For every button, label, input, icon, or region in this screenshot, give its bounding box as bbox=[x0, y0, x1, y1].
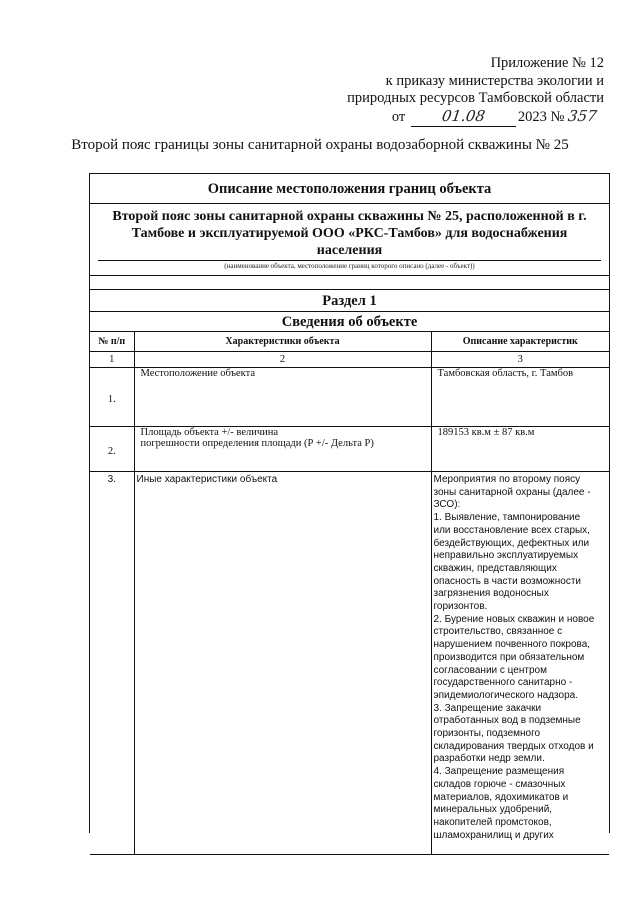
measures-text-line: 1. Выявление, тампонирование bbox=[433, 512, 581, 524]
from-label: от bbox=[391, 108, 406, 125]
object-name-hint: (наименование объекта, местоположение границ которого описано (далее - объект)) bbox=[98, 260, 601, 270]
measures-text-line: Мероприятия по второму поясу bbox=[433, 474, 581, 485]
appendix-number: Приложение № 12 bbox=[490, 55, 604, 71]
blank-row bbox=[90, 276, 609, 290]
measures-text-line: производится при обязательном bbox=[433, 651, 585, 663]
measures-text-line: скважин, представляющих bbox=[433, 562, 557, 574]
row-number: 3. bbox=[90, 472, 134, 855]
measures-text-line: складов горюче - смазочных bbox=[433, 778, 566, 790]
appendix-date-line bbox=[347, 108, 604, 128]
info-title: Сведения об объекте bbox=[90, 312, 609, 332]
object-name: Второй пояс зоны санитарной охраны скважины № 25, расположенной в г. Тамбове и эксплуатируемой ООО «РКС-Тамбов» для водоснабжения населения bbox=[112, 209, 587, 258]
object-description-form bbox=[89, 173, 610, 841]
description-title: Описание местоположения границ объекта bbox=[90, 174, 609, 204]
table-row bbox=[90, 368, 609, 427]
year-label: 2023 № bbox=[517, 108, 565, 125]
row-characteristic-line: погрешности определения площади (Р +/- Дельта Р) bbox=[140, 438, 374, 449]
appendix-ministry: природных ресурсов Тамбовской области bbox=[347, 90, 604, 106]
measures-text-line: строительство, связанное с bbox=[433, 626, 563, 638]
row-characteristic: Местоположение объекта bbox=[134, 368, 431, 427]
section-title: Раздел 1 bbox=[90, 290, 609, 312]
measures-text-line: бездействующих, дефектных или bbox=[433, 537, 590, 549]
measures-text-line: 4. Запрещение размещения bbox=[433, 766, 565, 778]
measures-text-line: нарушением почвенного покрова, bbox=[433, 639, 591, 651]
measures-text bbox=[434, 474, 608, 842]
column-header-num: № п/п bbox=[90, 332, 134, 352]
date-blank bbox=[411, 108, 516, 128]
column-index-row bbox=[90, 352, 609, 368]
measures-text-line: неправильно эксплуатируемых bbox=[433, 550, 579, 562]
table-header-row bbox=[90, 332, 609, 352]
column-index: 2 bbox=[134, 352, 431, 368]
number-blank bbox=[568, 108, 604, 127]
column-index: 3 bbox=[431, 352, 609, 368]
row-characteristic-line: Площадь объекта +/- величина bbox=[140, 427, 279, 438]
measures-text-line: 2. Бурение новых скважин и новое bbox=[433, 613, 595, 625]
measures-text-line: согласовании с центром bbox=[433, 664, 547, 676]
characteristics-table bbox=[90, 332, 609, 855]
column-index: 1 bbox=[90, 352, 134, 368]
row-number: 1. bbox=[90, 368, 134, 427]
measures-text-line: эпидемиологического надзора. bbox=[433, 689, 578, 701]
table-row bbox=[90, 427, 609, 472]
measures-text-line: государственного санитарно - bbox=[433, 677, 573, 689]
handwritten-number: 357 bbox=[566, 106, 599, 125]
measures-text-line: горизонты, подземного bbox=[433, 728, 541, 740]
column-header-description: Описание характеристик bbox=[431, 332, 609, 352]
row-number: 2. bbox=[90, 427, 134, 472]
measures-text-line: опасность в части возможности bbox=[433, 575, 581, 587]
measures-text-line: отработанных вод в подземные bbox=[433, 715, 581, 727]
measures-text-line: шламохранилищ и других bbox=[433, 829, 554, 841]
row-value: 189153 кв.м ± 87 кв.м bbox=[431, 427, 609, 472]
column-header-characteristic: Характеристики объекта bbox=[134, 332, 431, 352]
measures-text-line: загрязнения водоносных bbox=[433, 588, 549, 600]
document-title: Второй пояс границы зоны санитарной охраны водозаборной скважины № 25 bbox=[71, 137, 569, 153]
row-characteristic bbox=[134, 427, 431, 472]
measures-text-line: накопителей промстоков, bbox=[433, 816, 552, 828]
row-characteristic: Иные характеристики объекта bbox=[134, 472, 431, 855]
measures-text-line: зоны санитарной охраны (далее - bbox=[433, 486, 591, 498]
row-value: Тамбовская область, г. Тамбов bbox=[431, 368, 609, 427]
measures-text-line: минеральных удобрений, bbox=[433, 804, 553, 816]
measures-text-line: складирования твердых отходов и bbox=[433, 740, 594, 752]
measures-text-line: горизонтов. bbox=[433, 601, 488, 613]
object-name-row bbox=[90, 204, 609, 276]
table-row bbox=[90, 472, 609, 855]
appendix-order-ref: к приказу министерства экологии и bbox=[385, 72, 604, 89]
appendix-header bbox=[347, 55, 604, 127]
measures-text-line: ЗСО): bbox=[433, 499, 461, 511]
handwritten-date: 01.08 bbox=[440, 106, 487, 125]
measures-text-line: материалов, ядохимикатов и bbox=[433, 791, 569, 803]
row-value bbox=[431, 472, 609, 855]
measures-text-line: 3. Запрещение закачки bbox=[433, 702, 542, 714]
measures-text-line: разработки недр земли. bbox=[433, 753, 545, 765]
measures-text-line: или восстановление всех старых, bbox=[433, 524, 590, 536]
